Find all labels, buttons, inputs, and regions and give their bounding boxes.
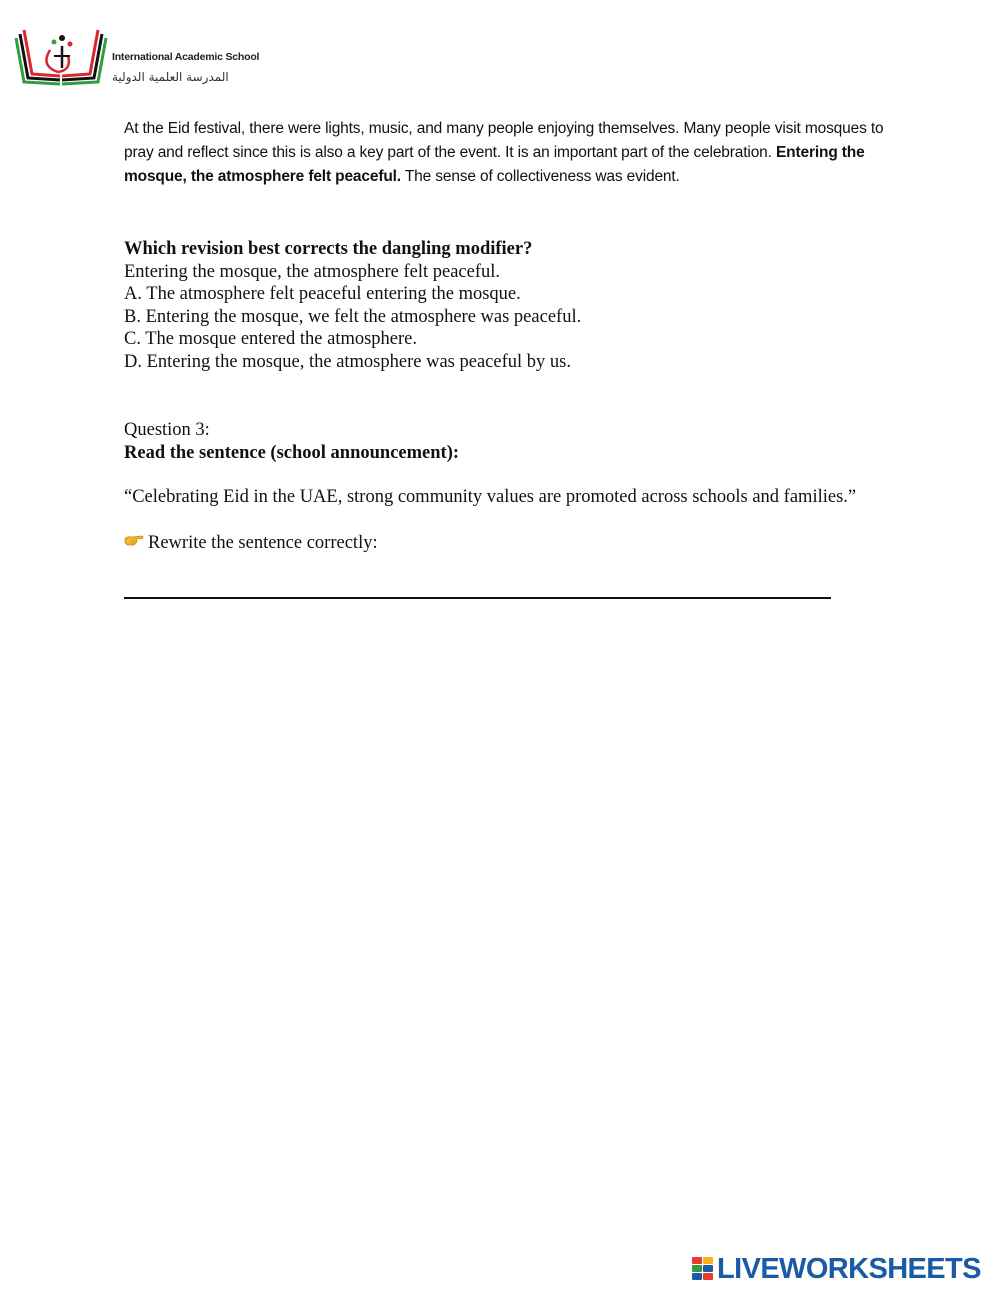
school-logo <box>10 26 260 90</box>
passage-bold-sentence: Entering the mosque, the atmosphere felt peaceful. <box>124 144 865 185</box>
pointing-hand-icon <box>124 533 144 549</box>
school-name-en: International Academic School <box>112 51 260 63</box>
passage-text-after: The sense of collectiveness was evident. <box>400 168 680 185</box>
option-a: A. The atmosphere felt peaceful entering the mosque. <box>124 284 521 304</box>
liveworksheets-icon <box>692 1257 714 1281</box>
school-name-ar: المدرسة العلمية الدولية <box>112 70 229 84</box>
announcement-sentence: “Celebrating Eid in the UAE, strong community values are promoted across schools and families.” <box>124 487 857 507</box>
rewrite-label: Rewrite the sentence correctly: <box>148 533 378 553</box>
option-c: C. The mosque entered the atmosphere. <box>124 329 418 349</box>
liveworksheets-logo <box>692 1254 981 1284</box>
question-3 <box>124 419 459 464</box>
question-3-instruction: Read the sentence (school announcement): <box>124 442 460 463</box>
question-2 <box>124 238 581 373</box>
liveworksheets-brand: LIVEWORKSHEETS <box>717 1253 981 1285</box>
question-3-label: Question 3: <box>124 420 210 440</box>
question-2-prompt: Which revision best corrects the dangling modifier? <box>124 239 533 259</box>
answer-line[interactable] <box>124 597 831 599</box>
question-2-original-sentence: Entering the mosque, the atmosphere felt peaceful. <box>124 261 501 282</box>
school-logo-icon <box>10 26 118 90</box>
option-d: D. Entering the mosque, the atmosphere was peaceful by us. <box>124 351 571 372</box>
option-b: B. Entering the mosque, we felt the atmosphere was peaceful. <box>124 306 582 327</box>
rewrite-prompt <box>124 533 378 554</box>
passage-text-before: At the Eid festival, there were lights, music, and many people enjoying themselves. Many people visit mosques to pray and reflect since this is also a key part of the event. It is an important part of the celebration. <box>124 120 884 161</box>
reading-passage <box>124 117 899 189</box>
